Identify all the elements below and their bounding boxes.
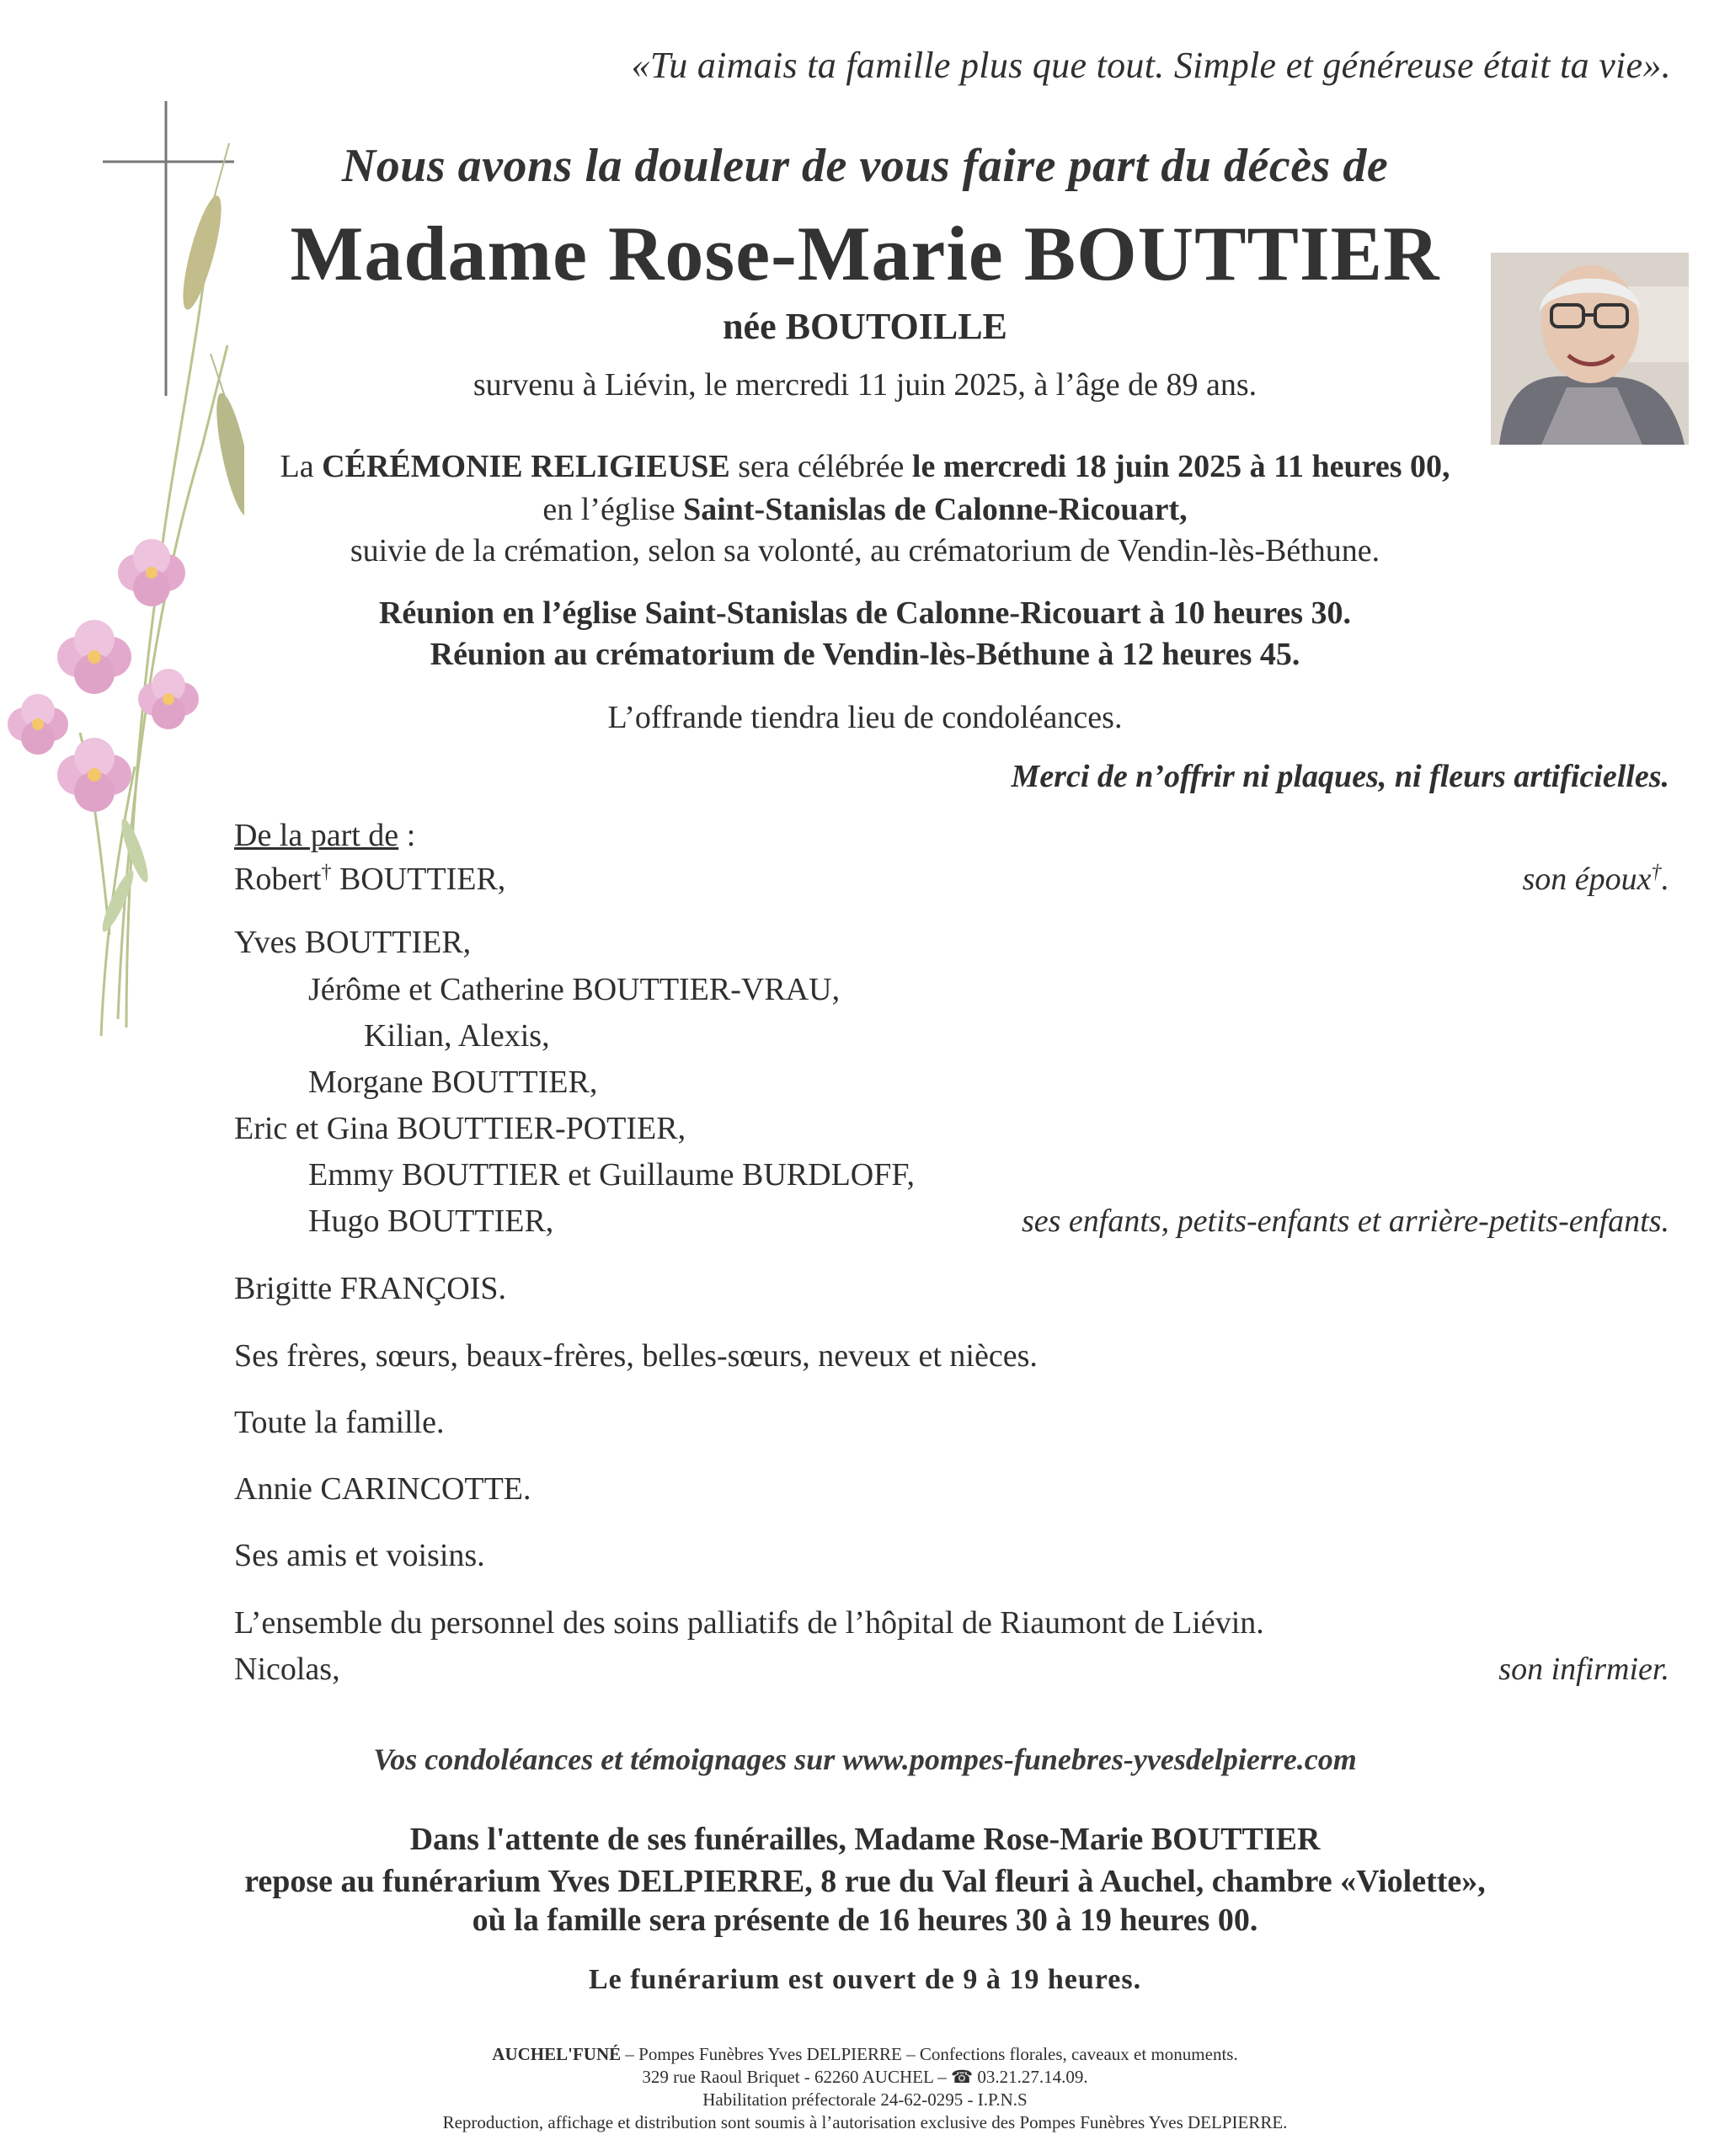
family-member: Annie CARINCOTTE.	[234, 1471, 531, 1507]
repose-line-1: Dans l'attente de ses funérailles, Madame Rose-Marie BOUTTIER	[409, 1822, 1321, 1857]
spouse-relation: son époux†.	[1522, 861, 1669, 897]
family-member: Kilian, Alexis,	[364, 1018, 550, 1054]
church-name: Saint-Stanislas de Calonne-Ricouart,	[683, 492, 1188, 527]
offrande-note: L’offrande tiendra lieu de condoléances.	[607, 700, 1123, 735]
family-member: Ses amis et voisins.	[234, 1538, 485, 1573]
footer-line-2: 329 rue Raoul Briquet - 62260 AUCHEL – ☎ 03.21.27.14.09.	[642, 2067, 1088, 2087]
announcement-intro: Nous avons la douleur de vous faire part du décès de	[341, 140, 1389, 192]
repose-line-3: où la famille sera présente de 16 heures 30 à 19 heures 00.	[472, 1903, 1258, 1938]
family-member: Nicolas,	[234, 1652, 340, 1687]
ceremony-line-3: suivie de la crémation, selon sa volonté, au crématorium de Vendin-lès-Béthune.	[350, 533, 1380, 568]
footer-line-1: AUCHEL'FUNÉ – Pompes Funèbres Yves DELPIERRE – Confections florales, caveaux et monuments.	[492, 2044, 1238, 2064]
footer-line-3: Habilitation préfectorale 24-62-0295 - I.P.N.S	[702, 2089, 1028, 2110]
maiden-name: née BOUTOILLE	[723, 306, 1007, 347]
ceremony-line-1: La CÉRÉMONIE RELIGIEUSE sera célébrée le mercredi 18 juin 2025 à 11 heures 00,	[280, 449, 1450, 484]
epitaph-quote: «Tu aimais ta famille plus que tout. Simple et généreuse était ta vie».	[631, 45, 1671, 86]
children-relation: ses enfants, petits-enfants et arrière-petits-enfants.	[1021, 1203, 1669, 1239]
condolences-website: Vos condoléances et témoignages sur www.pompes-funebres-yvesdelpierre.com	[373, 1742, 1357, 1776]
footer-line-4: Reproduction, affichage et distribution sont soumis à l’autorisation exclusive des Pompes Funèbres Yves DELPIERRE.	[442, 2112, 1288, 2132]
de-la-part-de: De la part de :	[234, 818, 416, 853]
funerarium-hours: Le funérarium est ouvert de 9 à 19 heures.	[588, 1964, 1142, 1995]
family-member: Hugo BOUTTIER,	[308, 1203, 554, 1239]
family-member: Jérôme et Catherine BOUTTIER-VRAU,	[308, 972, 841, 1007]
reunion-crematorium: Réunion au crématorium de Vendin-lès-Béthune à 12 heures 45.	[430, 637, 1300, 672]
ceremony-date: le mercredi 18 juin 2025 à 11 heures 00,	[911, 449, 1450, 484]
family-member: Morgane BOUTTIER,	[308, 1065, 598, 1100]
ceremony-line-2: en l’église Saint-Stanislas de Calonne-Ricouart,	[542, 492, 1188, 527]
family-member: Emmy BOUTTIER et Guillaume BURDLOFF,	[308, 1157, 915, 1193]
nurse-relation: son infirmier.	[1498, 1652, 1669, 1687]
family-spouse: Robert† BOUTTIER,	[234, 861, 506, 897]
footer-brand: AUCHEL'FUNÉ	[492, 2044, 622, 2064]
ceremony-title: CÉRÉMONIE RELIGIEUSE	[322, 449, 730, 484]
family-member: Yves BOUTTIER,	[234, 925, 472, 960]
flower-leaves	[98, 817, 152, 935]
pink-flowers	[8, 539, 199, 812]
death-details: survenu à Liévin, le mercredi 11 juin 2025, à l’âge de 89 ans.	[473, 367, 1257, 403]
family-member: Ses frères, sœurs, beaux-frères, belles-sœurs, neveux et nièces.	[234, 1338, 1038, 1374]
repose-line-2: repose au funérarium Yves DELPIERRE, 8 rue du Val fleuri à Auchel, chambre «Violette»,	[244, 1864, 1486, 1899]
family-member: L’ensemble du personnel des soins palliatifs de l’hôpital de Riaumont de Liévin.	[234, 1605, 1264, 1641]
family-member: Brigitte FRANÇOIS.	[234, 1271, 507, 1306]
no-flowers-note: Merci de n’offrir ni plaques, ni fleurs artificielles.	[1011, 759, 1669, 794]
reunion-church: Réunion en l’église Saint-Stanislas de Calonne-Ricouart à 10 heures 30.	[378, 595, 1352, 631]
deceased-name: Madame Rose-Marie BOUTTIER	[290, 211, 1440, 296]
family-member: Toute la famille.	[234, 1405, 445, 1440]
family-member: Eric et Gina BOUTTIER-POTIER,	[234, 1111, 686, 1146]
